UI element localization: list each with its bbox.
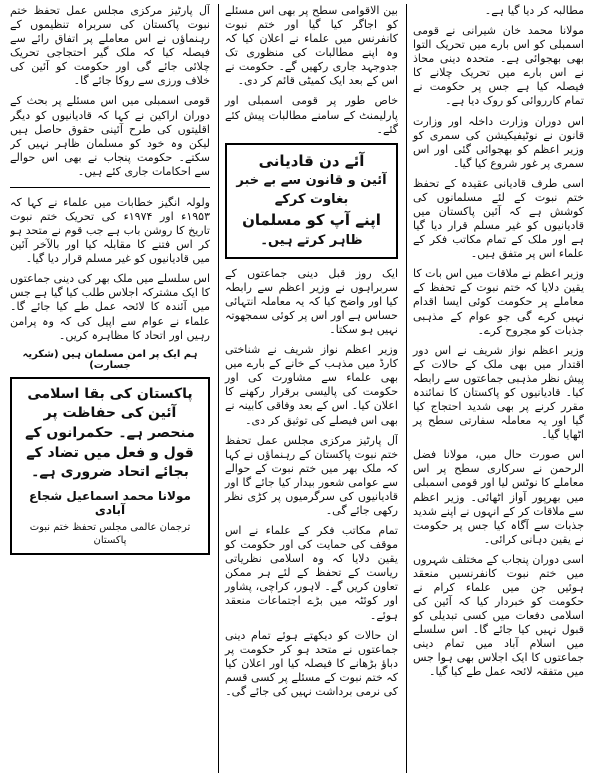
article-paragraph: اس سلسلے میں ملک بھر کی دینی جماعتوں کا ایک مشترکہ اجلاس طلب کیا گیا ہے جس میں آئندہ کا لائحہ عمل طے کیا جائے گا۔ علماء نے عوام سے اپیل کی کہ وہ پرامن رہیں اور اتحاد کا مظاہرہ کریں۔ [10,272,210,342]
article-paragraph: وزیر اعظم نواز شریف نے شناختی کارڈ میں مذہب کے خانے کے بارے میں بھی علماء سے مشاورت کی اور حکومت کی پالیسی برقرار رکھنے کا اعلان کیا۔ اس کے بعد وفاقی کابینہ نے بھی اس فیصلے کی توثیق کر دی۔ [225,343,398,427]
left-column [10,4,210,773]
article-paragraph: مولانا محمد خان شیرانی نے قومی اسمبلی کو اس بارے میں تحریک التوا بھی بھجوائی ہے۔ متحدہ دینی محاذ نے اس بارے میں تحریک چلانے کا فیصلہ کیا ہے جس پر حکومت نے تمام کارروائی کو روک دیا ہے۔ [413,24,584,108]
article-paragraph: وزیر اعظم نے ملاقات میں اس بات کا یقین دلایا کہ ختم نبوت کے تحفظ کے معاملے پر حکومت کوئی ایسا اقدام نہیں کرے گی جو عوام کے مذہبی جذبات کو مجروح کرے۔ [413,267,584,337]
article-paragraph: تمام مکاتب فکر کے علماء نے اس موقف کی حمایت کی اور حکومت کو یقین دلایا کہ وہ اسلامی نظریاتی ریاست کے تحفظ کے لئے ہر ممکن تعاون کریں گے۔ لاہور، کراچی، پشاور اور کوئٹہ میں بڑے اجتماعات منعقد ہوئے۔ [225,524,398,622]
article-paragraph: ایک روز قبل دینی جماعتوں کے سربراہوں نے وزیر اعظم سے رابطہ کیا اور واضح کیا کہ یہ معاملہ انتہائی حساس ہے اور اس پر کوئی سمجھوتہ نہیں ہو سکتا۔ [225,266,398,337]
article-paragraph: ان حالات کو دیکھتے ہوئے تمام دینی جماعتوں نے متحد ہو کر حکومت پر دباؤ بڑھانے کا فیصلہ کیا اور اعلان کیا کہ ختم نبوت کے مسئلے پر کسی قسم کی نرمی برداشت نہیں کی جائے گی۔ [225,628,398,698]
article-paragraph: آل پارٹیز مرکزی مجلس عمل تحفظ ختم نبوت پاکستان کے رہنماؤں نے کہا کہ ملک بھر میں ختم نبوت کے حوالے سے عوامی شعور بیدار کیا جائے گا اور قادیانیوں کی سرگرمیوں پر کڑی نظر رکھی جائے گی۔ [225,433,398,517]
article-paragraph: اس صورت حال میں، مولانا فضل الرحمن نے سرکاری سطح پر اس معاملے کا نوٹس لیا اور قومی اسمبلی میں بھرپور آواز اٹھائی۔ وزیر اعظم سے ملاقات کر کے انہوں نے اپنے شدید جذبات سے آگاہ کیا جس پر حکومت نے یقین دہانی کرائی۔ [413,448,584,546]
article-signoff: ہم ایک پر امن مسلمان ہیں (شکریہ جسارت) [22,348,198,371]
promo-author: مولانا محمد اسماعیل شجاع آبادی [29,488,191,517]
article-paragraph: آل پارٹیز مرکزی مجلس عمل تحفظ ختم نبوت پاکستان کی سربراہ تنظیموں کے رہنماؤں نے اس معاملے پر اتفاق رائے سے فیصلہ کیا کہ ملک گیر احتجاجی تحریک چلائی جائے گی اور حکومت کو آئین کی خلاف ورزی سے روکا جائے گا۔ [10,4,210,88]
right-column [406,4,584,773]
promo-box [10,377,210,555]
pull-quote-box [225,143,398,259]
article-paragraph: خاص طور پر قومی اسمبلی اور پارلیمنٹ کے سامنے مطالبات پیش کئے گئے۔ [225,94,398,136]
article-paragraph: مطالبہ کر دیا گیا ہے۔ [484,4,584,17]
article-paragraph: اس دوران وزارت داخلہ اور وزارت قانون نے نوٹیفیکیشن کی سمری کو وزیر اعظم کو بھجوائی گئی اور اس سمری پر غور شروع کیا گیا۔ [413,114,584,170]
promo-headline: پاکستان کی بقا اسلامی آئین کی حفاظت پر منحصر ہے۔ حکمرانوں کے قول و فعل میں تضاد کے بجائے اتحاد ضروری ہے۔ [25,385,195,481]
section-divider [10,187,210,188]
promo-footer: ترجمان عالمی مجلس تحفظ ختم نبوت پاکستان [29,521,191,546]
article-paragraph: اسی طرف قادیانی عقیدہ کے تحفظ ختم نبوت کے لئے مسلمانوں کی کوشش ہے کہ آئین پاکستان میں قادیانیوں کو غیر مسلم قرار دیا گیا ہے اور ملک کے تمام مکاتب فکر کے علماء اس پر متفق ہیں۔ [413,176,584,261]
middle-column [218,4,398,773]
article-paragraph: وزیر اعظم نواز شریف نے اس دور اقتدار میں بھی ملک کے حالات کے پیش نظر مذہبی جماعتوں سے رابطہ کیا۔ قادیانیوں کو پاکستان کا نمائندہ مقرر کرنے پر بھی شدید احتجاج کیا گیا اور یہ معاملہ سفارتی سطح پر اٹھایا گیا۔ [413,343,584,442]
pull-quote-line: آئے دن قادیانی [258,151,365,170]
pull-quote-line: اپنے آپ کو مسلمان [242,211,381,230]
pull-quote-line: ظاہر کرتے ہیں۔ [260,232,363,248]
columns-container [6,4,584,773]
article-paragraph: ولولہ انگیز خطابات میں علماء نے کہا کہ ۱۹۵۳ء اور ۱۹۷۴ء کی تحریک ختم نبوت تاریخ کا روشن باب ہے جب قوم نے متحد ہو کر اس فتنے کا مقابلہ کیا اور بالآخر آئین میں قادیانیوں کو غیر مسلم قرار دیا گیا۔ [10,195,210,266]
article-paragraph: اسی دوران پنجاب کے مختلف شہروں میں ختم نبوت کانفرنسیں منعقد ہوئیں جن میں علماء کرام نے حکومت کو خبردار کیا کہ آئین کی اسلامی دفعات میں کسی تبدیلی کو قبول نہیں کیا جائے گا۔ اس سلسلے میں اسلام آباد میں تمام دینی جماعتوں کا ایک اجلاس بھی ہوا جس میں متفقہ لائحہ عمل طے کیا گیا۔ [413,552,584,679]
pull-quote-line: آئین و قانون سے بے خبر بغاوت کرکے [236,173,387,208]
article-paragraph: قومی اسمبلی میں اس مسئلے پر بحث کے دوران اراکین نے کہا کہ قادیانیوں کو دیگر اقلیتوں کی طرح آئینی حقوق حاصل ہیں لیکن وہ خود کو مسلمان ظاہر نہیں کر سکتے۔ حکومت پنجاب نے بھی اس حوالے سے احکامات جاری کئے ہیں۔ [10,94,210,178]
article-paragraph: بین الاقوامی سطح پر بھی اس مسئلے کو اجاگر کیا گیا اور ختم نبوت کانفرنس میں علماء نے اعلان کیا کہ وہ اپنے مطالبات کی منظوری تک جدوجہد جاری رکھیں گے۔ حکومت نے اس کے بعد ایک کمیٹی قائم کر دی۔ [225,4,398,88]
